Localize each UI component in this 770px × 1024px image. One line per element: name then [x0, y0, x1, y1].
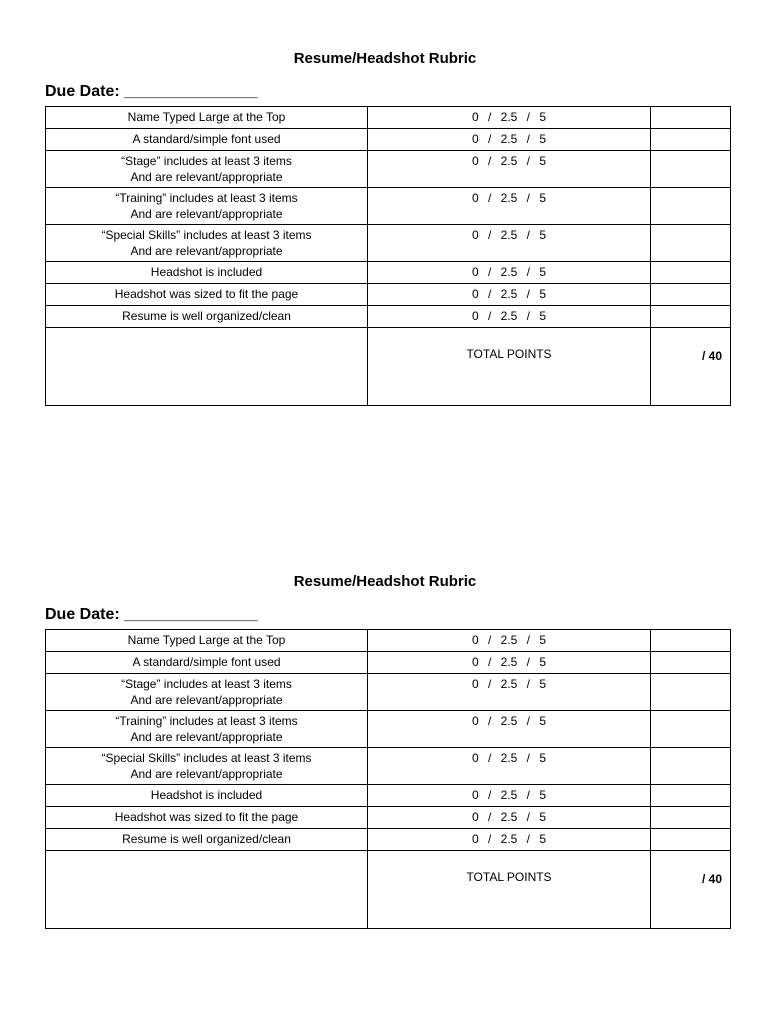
criterion-cell [46, 674, 368, 711]
criterion-text: “Training” includes at least 3 items [115, 714, 298, 728]
score-options: 0 / 2.5 / 5 [368, 674, 651, 711]
rubric-title: Resume/Headshot Rubric [293, 573, 477, 590]
score-options: 0 / 2.5 / 5 [368, 785, 651, 807]
criterion-cell [46, 711, 368, 748]
criterion-subtext: And are relevant/appropriate [130, 693, 283, 707]
total-label-cell [368, 851, 651, 929]
score-options: 0 / 2.5 / 5 [368, 630, 651, 652]
score-options: 0 / 2.5 / 5 [368, 829, 651, 851]
total-max-points: / 40 [701, 349, 722, 363]
table-row [46, 652, 731, 674]
table-row [46, 284, 731, 306]
table-row [46, 748, 731, 785]
table-row [46, 129, 731, 151]
criterion-text: Headshot is included [150, 265, 263, 279]
points-cell [651, 129, 731, 151]
points-cell [651, 829, 731, 851]
score-options: 0 / 2.5 / 5 [368, 107, 651, 129]
score-options: 0 / 2.5 / 5 [368, 711, 651, 748]
points-cell [651, 225, 731, 262]
criterion-cell [46, 630, 368, 652]
criterion-cell [46, 284, 368, 306]
points-cell [651, 284, 731, 306]
table-row [46, 807, 731, 829]
points-cell [651, 807, 731, 829]
points-cell [651, 188, 731, 225]
total-max-cell [651, 851, 731, 929]
criterion-cell [46, 807, 368, 829]
total-max-points: / 40 [701, 872, 722, 886]
rubric-title: Resume/Headshot Rubric [293, 50, 477, 67]
criterion-text: “Special Skills” includes at least 3 items [101, 228, 312, 242]
points-cell [651, 107, 731, 129]
table-row [46, 262, 731, 284]
points-cell [651, 262, 731, 284]
criterion-text: A standard/simple font used [132, 655, 281, 669]
score-options: 0 / 2.5 / 5 [368, 284, 651, 306]
table-row [46, 107, 731, 129]
criterion-text: “Special Skills” includes at least 3 items [101, 751, 312, 765]
criterion-cell [46, 748, 368, 785]
criterion-text: Resume is well organized/clean [122, 309, 291, 323]
criterion-cell [46, 151, 368, 188]
criterion-cell [46, 225, 368, 262]
score-options: 0 / 2.5 / 5 [368, 225, 651, 262]
criterion-subtext: And are relevant/appropriate [130, 767, 283, 781]
due-date-label: Due Date: _______________ [45, 83, 258, 100]
table-row [46, 151, 731, 188]
criterion-text: “Stage” includes at least 3 items [121, 677, 292, 691]
table-row [46, 829, 731, 851]
criterion-cell [46, 306, 368, 328]
score-options: 0 / 2.5 / 5 [368, 306, 651, 328]
criterion-subtext: And are relevant/appropriate [130, 244, 283, 258]
points-cell [651, 785, 731, 807]
criterion-text: Name Typed Large at the Top [127, 110, 286, 124]
points-cell [651, 748, 731, 785]
score-options: 0 / 2.5 / 5 [368, 129, 651, 151]
criterion-text: Name Typed Large at the Top [127, 633, 286, 647]
criterion-cell [46, 188, 368, 225]
criterion-subtext: And are relevant/appropriate [130, 207, 283, 221]
criterion-cell [46, 829, 368, 851]
total-row [46, 328, 731, 406]
criterion-subtext: And are relevant/appropriate [130, 170, 283, 184]
score-options: 0 / 2.5 / 5 [368, 188, 651, 225]
criterion-text: Resume is well organized/clean [122, 832, 291, 846]
table-row [46, 306, 731, 328]
score-options: 0 / 2.5 / 5 [368, 151, 651, 188]
criterion-text: “Training” includes at least 3 items [115, 191, 298, 205]
criterion-text: “Stage” includes at least 3 items [121, 154, 292, 168]
table-row [46, 188, 731, 225]
criterion-text: Headshot was sized to fit the page [114, 287, 299, 301]
criterion-cell [46, 107, 368, 129]
total-points-label: TOTAL POINTS [466, 347, 552, 361]
score-options: 0 / 2.5 / 5 [368, 262, 651, 284]
rubric-table [45, 106, 731, 406]
criterion-text: Headshot is included [150, 788, 263, 802]
table-row [46, 711, 731, 748]
points-cell [651, 652, 731, 674]
criterion-text: A standard/simple font used [132, 132, 281, 146]
total-row [46, 851, 731, 929]
table-row [46, 630, 731, 652]
points-cell [651, 711, 731, 748]
criterion-cell [46, 652, 368, 674]
points-cell [651, 306, 731, 328]
criterion-subtext: And are relevant/appropriate [130, 730, 283, 744]
points-cell [651, 674, 731, 711]
table-row [46, 674, 731, 711]
criterion-cell [46, 129, 368, 151]
score-options: 0 / 2.5 / 5 [368, 748, 651, 785]
due-date-label: Due Date: _______________ [45, 606, 258, 623]
criterion-cell [46, 262, 368, 284]
total-label-cell [368, 328, 651, 406]
rubric-table [45, 629, 731, 929]
table-row [46, 785, 731, 807]
total-empty-cell [46, 328, 368, 406]
score-options: 0 / 2.5 / 5 [368, 652, 651, 674]
points-cell [651, 151, 731, 188]
score-options: 0 / 2.5 / 5 [368, 807, 651, 829]
total-empty-cell [46, 851, 368, 929]
points-cell [651, 630, 731, 652]
total-max-cell [651, 328, 731, 406]
criterion-text: Headshot was sized to fit the page [114, 810, 299, 824]
table-row [46, 225, 731, 262]
criterion-cell [46, 785, 368, 807]
total-points-label: TOTAL POINTS [466, 870, 552, 884]
